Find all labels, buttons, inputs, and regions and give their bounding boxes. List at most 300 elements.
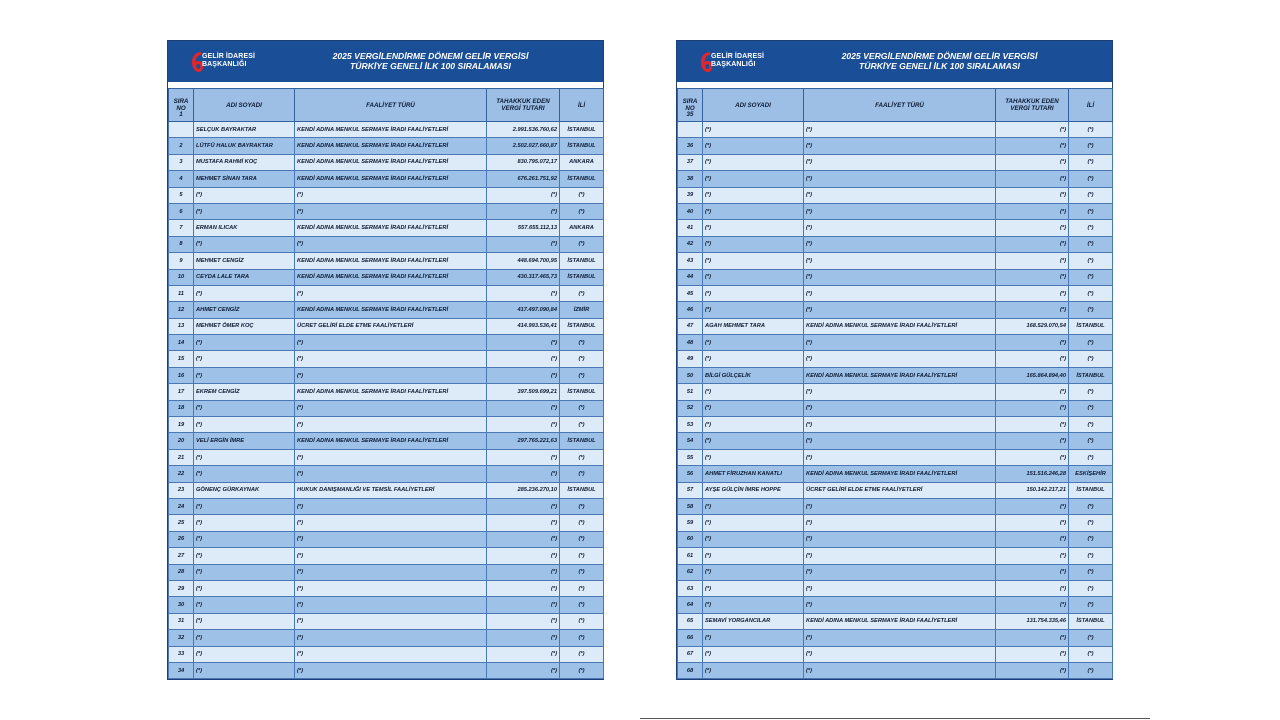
table-row — [169, 138, 604, 154]
row-amount: (*) — [487, 367, 560, 383]
row-city: (*) — [560, 203, 604, 219]
table-row — [678, 466, 1113, 482]
row-activity: (*) — [804, 269, 996, 285]
row-number: 11 — [169, 285, 194, 301]
row-name: (*) — [194, 548, 295, 564]
row-amount: (*) — [487, 187, 560, 203]
row-number: 57 — [678, 482, 703, 498]
row-city: (*) — [1069, 449, 1113, 465]
row-city: (*) — [1069, 564, 1113, 580]
row-number: 3 — [169, 154, 194, 170]
table-row — [169, 351, 604, 367]
row-activity: (*) — [804, 335, 996, 351]
table-row — [169, 630, 604, 646]
table-row — [678, 138, 1113, 154]
row-activity: ÜCRET GELİRİ ELDE ETME FAALİYETLERİ — [295, 318, 487, 334]
row-amount: (*) — [487, 580, 560, 596]
col-header-activity: FAALİYET TÜRÜ — [295, 89, 487, 122]
row-number: 44 — [678, 269, 703, 285]
row-amount: (*) — [487, 515, 560, 531]
table-row — [678, 580, 1113, 596]
row-number: 26 — [169, 531, 194, 547]
row-amount: (*) — [996, 630, 1069, 646]
row-number: 59 — [678, 515, 703, 531]
row-amount: (*) — [487, 597, 560, 613]
row-city: İSTANBUL — [560, 253, 604, 269]
row-number: 61 — [678, 548, 703, 564]
row-number: 10 — [169, 269, 194, 285]
row-name: AYŞE GÜLÇİN İMRE HOPPE — [703, 482, 804, 498]
row-number: 34 — [169, 662, 194, 678]
row-activity: (*) — [804, 171, 996, 187]
row-city: ANKARA — [560, 220, 604, 236]
row-amount: (*) — [996, 335, 1069, 351]
row-city: İSTANBUL — [1069, 482, 1113, 498]
row-name: (*) — [194, 515, 295, 531]
row-activity: KENDİ ADINA MENKUL SERMAYE İRADI FAALİYETLERİ — [295, 302, 487, 318]
table-row — [678, 154, 1113, 170]
row-activity: KENDİ ADINA MENKUL SERMAYE İRADI FAALİYETLERİ — [295, 154, 487, 170]
row-number: 28 — [169, 564, 194, 580]
table-row — [678, 498, 1113, 514]
row-activity: (*) — [295, 498, 487, 514]
row-amount: (*) — [487, 630, 560, 646]
row-activity: (*) — [295, 351, 487, 367]
row-city: (*) — [560, 580, 604, 596]
row-number: 16 — [169, 367, 194, 383]
row-city: (*) — [1069, 498, 1113, 514]
logo-text — [711, 53, 764, 69]
row-name: CEYDA LALE TARA — [194, 269, 295, 285]
table-row — [169, 548, 604, 564]
row-activity: KENDİ ADINA MENKUL SERMAYE İRADI FAALİYETLERİ — [804, 318, 996, 334]
row-city: İSTANBUL — [1069, 367, 1113, 383]
row-city: ESKİŞEHİR — [1069, 466, 1113, 482]
document-page-right — [676, 40, 1113, 680]
row-name: MEHMET SİNAN TARA — [194, 171, 295, 187]
row-activity: (*) — [295, 662, 487, 678]
table-row — [678, 597, 1113, 613]
row-amount: 297.765.221,63 — [487, 433, 560, 449]
row-activity: (*) — [295, 548, 487, 564]
row-number: 56 — [678, 466, 703, 482]
row-amount: (*) — [487, 466, 560, 482]
row-amount: (*) — [996, 154, 1069, 170]
row-name: (*) — [703, 548, 804, 564]
row-activity: (*) — [295, 335, 487, 351]
row-amount: (*) — [996, 531, 1069, 547]
row-activity: KENDİ ADINA MENKUL SERMAYE İRADI FAALİYETLERİ — [295, 269, 487, 285]
row-activity: (*) — [804, 400, 996, 416]
row-number: 46 — [678, 302, 703, 318]
row-city: (*) — [560, 449, 604, 465]
row-activity: (*) — [295, 597, 487, 613]
row-activity: (*) — [295, 203, 487, 219]
row-city: (*) — [1069, 597, 1113, 613]
row-activity: HUKUK DANIŞMANLIĞI VE TEMSİL FAALİYETLERİ — [295, 482, 487, 498]
row-name: (*) — [194, 646, 295, 662]
table-row — [678, 269, 1113, 285]
table-row — [169, 531, 604, 547]
row-name: MEHMET ÖMER KOÇ — [194, 318, 295, 334]
row-city: (*) — [560, 564, 604, 580]
row-amount: (*) — [996, 203, 1069, 219]
row-activity: (*) — [295, 187, 487, 203]
row-city: (*) — [560, 285, 604, 301]
table-row — [169, 335, 604, 351]
row-number: 4 — [169, 171, 194, 187]
row-amount: (*) — [487, 449, 560, 465]
row-number — [169, 122, 194, 138]
row-amount: (*) — [996, 548, 1069, 564]
col-header-sira: SIRA NO 1 — [169, 89, 194, 122]
row-name: (*) — [194, 203, 295, 219]
row-activity: (*) — [804, 580, 996, 596]
row-city: (*) — [1069, 417, 1113, 433]
table-row — [169, 302, 604, 318]
row-amount: (*) — [996, 662, 1069, 678]
row-city: (*) — [560, 466, 604, 482]
row-number: 31 — [169, 613, 194, 629]
row-name: (*) — [194, 580, 295, 596]
row-amount: (*) — [996, 597, 1069, 613]
row-activity: (*) — [295, 613, 487, 629]
row-activity: (*) — [804, 285, 996, 301]
row-name: (*) — [194, 417, 295, 433]
table-row — [678, 220, 1113, 236]
row-amount: (*) — [996, 138, 1069, 154]
row-city: İSTANBUL — [1069, 318, 1113, 334]
row-city: (*) — [1069, 253, 1113, 269]
logo-line-1: GELİR İDARESİ — [202, 53, 256, 60]
row-number: 65 — [678, 613, 703, 629]
logo-text — [202, 53, 255, 69]
row-city: (*) — [560, 548, 604, 564]
row-name: (*) — [703, 531, 804, 547]
row-number: 52 — [678, 400, 703, 416]
col-header-amount: TAHAKKUK EDEN VERGİ TUTARI — [487, 89, 560, 122]
row-name: (*) — [703, 384, 804, 400]
row-city: (*) — [560, 630, 604, 646]
row-name: (*) — [194, 498, 295, 514]
row-name: AGAH MEHMET TARA — [703, 318, 804, 334]
row-activity: (*) — [295, 466, 487, 482]
row-city: (*) — [1069, 646, 1113, 662]
row-name: (*) — [703, 302, 804, 318]
table-row — [169, 122, 604, 138]
row-city: (*) — [560, 335, 604, 351]
row-number: 30 — [169, 597, 194, 613]
row-amount: (*) — [487, 203, 560, 219]
row-city: (*) — [560, 351, 604, 367]
table-row — [169, 466, 604, 482]
row-number: 23 — [169, 482, 194, 498]
row-amount: (*) — [996, 417, 1069, 433]
row-name: (*) — [703, 351, 804, 367]
gib-logo — [699, 50, 767, 74]
table-row — [678, 417, 1113, 433]
row-amount: (*) — [996, 285, 1069, 301]
title-line-2: TÜRKİYE GENELİ İLK 100 SIRALAMASI — [859, 61, 1020, 71]
row-activity: (*) — [295, 449, 487, 465]
table-row — [169, 220, 604, 236]
row-activity: (*) — [804, 646, 996, 662]
table-body — [678, 122, 1113, 679]
row-number: 67 — [678, 646, 703, 662]
row-number: 38 — [678, 171, 703, 187]
row-number: 2 — [169, 138, 194, 154]
row-name: (*) — [194, 400, 295, 416]
table-row — [169, 564, 604, 580]
row-name: (*) — [703, 449, 804, 465]
table-row — [169, 498, 604, 514]
page-banner — [168, 41, 603, 82]
row-amount: (*) — [996, 384, 1069, 400]
row-amount: 165.864.894,40 — [996, 367, 1069, 383]
row-name: (*) — [194, 367, 295, 383]
row-activity: (*) — [295, 400, 487, 416]
row-amount: 830.795.072,17 — [487, 154, 560, 170]
row-name: (*) — [703, 662, 804, 678]
row-name: (*) — [194, 564, 295, 580]
table-row — [678, 335, 1113, 351]
title-line-1: 2025 VERGİLENDİRME DÖNEMİ GELİR VERGİSİ — [332, 51, 529, 61]
table-header-row — [169, 89, 604, 122]
row-name: GÖNENÇ GÜRKAYNAK — [194, 482, 295, 498]
row-number: 68 — [678, 662, 703, 678]
row-number — [678, 122, 703, 138]
row-name: (*) — [194, 531, 295, 547]
table-row — [678, 548, 1113, 564]
row-name: (*) — [703, 171, 804, 187]
table-row — [169, 203, 604, 219]
table-row — [678, 449, 1113, 465]
table-row — [678, 302, 1113, 318]
row-activity: (*) — [804, 531, 996, 547]
row-amount: (*) — [487, 417, 560, 433]
table-row — [678, 318, 1113, 334]
row-number: 62 — [678, 564, 703, 580]
row-name: (*) — [703, 122, 804, 138]
row-activity: (*) — [804, 548, 996, 564]
row-city: (*) — [1069, 630, 1113, 646]
logo-line-2: BAŞKANLIĞI — [711, 61, 756, 68]
row-name: (*) — [194, 613, 295, 629]
row-number: 51 — [678, 384, 703, 400]
row-number: 48 — [678, 335, 703, 351]
row-name: (*) — [703, 646, 804, 662]
row-amount: (*) — [996, 187, 1069, 203]
row-amount: (*) — [996, 646, 1069, 662]
row-activity: KENDİ ADINA MENKUL SERMAYE İRADI FAALİYETLERİ — [804, 367, 996, 383]
row-activity: ÜCRET GELİRİ ELDE ETME FAALİYETLERİ — [804, 482, 996, 498]
row-activity: KENDİ ADINA MENKUL SERMAYE İRADI FAALİYETLERİ — [295, 253, 487, 269]
row-amount: 150.142.217,21 — [996, 482, 1069, 498]
table-row — [169, 171, 604, 187]
row-number: 24 — [169, 498, 194, 514]
row-number: 19 — [169, 417, 194, 433]
document-page-left — [167, 40, 604, 680]
table-row — [169, 400, 604, 416]
row-city: (*) — [560, 400, 604, 416]
row-city: İSTANBUL — [560, 384, 604, 400]
row-city: İZMİR — [560, 302, 604, 318]
row-city: (*) — [1069, 662, 1113, 678]
table-row — [169, 236, 604, 252]
row-amount: 168.529.070,54 — [996, 318, 1069, 334]
row-city: (*) — [1069, 302, 1113, 318]
row-amount: 430.317.465,73 — [487, 269, 560, 285]
row-amount: (*) — [996, 580, 1069, 596]
row-city: (*) — [1069, 433, 1113, 449]
row-city: (*) — [1069, 351, 1113, 367]
gib-logo — [190, 50, 258, 74]
row-number: 37 — [678, 154, 703, 170]
table-row — [169, 449, 604, 465]
row-number: 64 — [678, 597, 703, 613]
row-city: (*) — [1069, 285, 1113, 301]
row-activity: KENDİ ADINA MENKUL SERMAYE İRADI FAALİYETLERİ — [804, 466, 996, 482]
row-activity: (*) — [295, 630, 487, 646]
row-amount: 151.516.246,28 — [996, 466, 1069, 482]
row-name: ERMAN ILICAK — [194, 220, 295, 236]
row-number: 55 — [678, 449, 703, 465]
table-row — [678, 433, 1113, 449]
table-row — [169, 433, 604, 449]
row-activity: (*) — [804, 302, 996, 318]
table-row — [169, 187, 604, 203]
row-amount: (*) — [996, 302, 1069, 318]
table-row — [678, 564, 1113, 580]
row-city: (*) — [1069, 138, 1113, 154]
row-name: (*) — [703, 154, 804, 170]
row-name: (*) — [703, 138, 804, 154]
row-activity: (*) — [804, 417, 996, 433]
row-name: (*) — [194, 597, 295, 613]
row-name: (*) — [703, 433, 804, 449]
row-city: İSTANBUL — [560, 269, 604, 285]
table-row — [678, 351, 1113, 367]
row-city: ANKARA — [560, 154, 604, 170]
col-header-amount: TAHAKKUK EDEN VERGİ TUTARI — [996, 89, 1069, 122]
row-city: (*) — [1069, 236, 1113, 252]
logo-line-2: BAŞKANLIĞI — [202, 61, 247, 68]
row-number: 9 — [169, 253, 194, 269]
row-activity: (*) — [804, 449, 996, 465]
table-row — [169, 253, 604, 269]
row-activity: KENDİ ADINA MENKUL SERMAYE İRADI FAALİYETLERİ — [295, 384, 487, 400]
row-number: 20 — [169, 433, 194, 449]
title-line-2: TÜRKİYE GENELİ İLK 100 SIRALAMASI — [350, 61, 511, 71]
row-number: 66 — [678, 630, 703, 646]
row-amount: 2.991.536.760,62 — [487, 122, 560, 138]
table-row — [678, 646, 1113, 662]
row-city: İSTANBUL — [1069, 613, 1113, 629]
row-amount: 414.993.536,41 — [487, 318, 560, 334]
row-city: (*) — [1069, 187, 1113, 203]
table-row — [678, 122, 1113, 138]
table-row — [169, 269, 604, 285]
row-city: (*) — [1069, 122, 1113, 138]
row-amount: (*) — [996, 515, 1069, 531]
row-amount: (*) — [996, 171, 1069, 187]
row-activity: (*) — [295, 236, 487, 252]
row-number: 14 — [169, 335, 194, 351]
row-number: 13 — [169, 318, 194, 334]
row-number: 49 — [678, 351, 703, 367]
row-number: 43 — [678, 253, 703, 269]
table-row — [678, 515, 1113, 531]
row-city: İSTANBUL — [560, 433, 604, 449]
table-row — [678, 187, 1113, 203]
row-amount: (*) — [487, 662, 560, 678]
row-name: AHMET FİRUZHAN KANATLI — [703, 466, 804, 482]
row-amount: (*) — [996, 122, 1069, 138]
row-city: (*) — [1069, 335, 1113, 351]
table-row — [169, 154, 604, 170]
row-amount: (*) — [487, 531, 560, 547]
row-name: (*) — [703, 203, 804, 219]
row-activity: (*) — [295, 646, 487, 662]
page-banner — [677, 41, 1112, 82]
col-header-city: İLİ — [1069, 89, 1113, 122]
row-name: LÜTFÜ HALUK BAYRAKTAR — [194, 138, 295, 154]
row-city: (*) — [560, 646, 604, 662]
row-amount: (*) — [996, 351, 1069, 367]
row-number: 36 — [678, 138, 703, 154]
row-city: (*) — [560, 236, 604, 252]
row-number: 45 — [678, 285, 703, 301]
row-name: (*) — [703, 236, 804, 252]
row-city: (*) — [560, 367, 604, 383]
row-number: 39 — [678, 187, 703, 203]
table-row — [169, 482, 604, 498]
row-amount: (*) — [996, 269, 1069, 285]
row-name: (*) — [703, 417, 804, 433]
row-number: 7 — [169, 220, 194, 236]
row-name: AHMET CENGİZ — [194, 302, 295, 318]
row-city: (*) — [560, 531, 604, 547]
row-city: (*) — [560, 187, 604, 203]
page-title — [787, 51, 1092, 71]
row-name: VELİ ERGİN İMRE — [194, 433, 295, 449]
col-header-name: ADI SOYADI — [703, 89, 804, 122]
row-activity: KENDİ ADINA MENKUL SERMAYE İRADI FAALİYETLERİ — [295, 122, 487, 138]
col-header-city: İLİ — [560, 89, 604, 122]
row-name: (*) — [703, 498, 804, 514]
row-city: (*) — [1069, 580, 1113, 596]
table-row — [678, 236, 1113, 252]
row-city: (*) — [1069, 269, 1113, 285]
row-activity: (*) — [804, 597, 996, 613]
row-amount: (*) — [996, 449, 1069, 465]
row-activity: (*) — [804, 564, 996, 580]
row-number: 42 — [678, 236, 703, 252]
col-header-activity: FAALİYET TÜRÜ — [804, 89, 996, 122]
row-name: (*) — [194, 662, 295, 678]
row-activity: (*) — [804, 433, 996, 449]
row-number: 8 — [169, 236, 194, 252]
row-amount: 285.236.270,10 — [487, 482, 560, 498]
row-number: 5 — [169, 187, 194, 203]
row-amount: 557.655.112,13 — [487, 220, 560, 236]
row-name: (*) — [703, 630, 804, 646]
table-body — [169, 122, 604, 679]
row-amount: (*) — [996, 236, 1069, 252]
table-row — [169, 515, 604, 531]
row-number: 17 — [169, 384, 194, 400]
row-amount: (*) — [996, 220, 1069, 236]
